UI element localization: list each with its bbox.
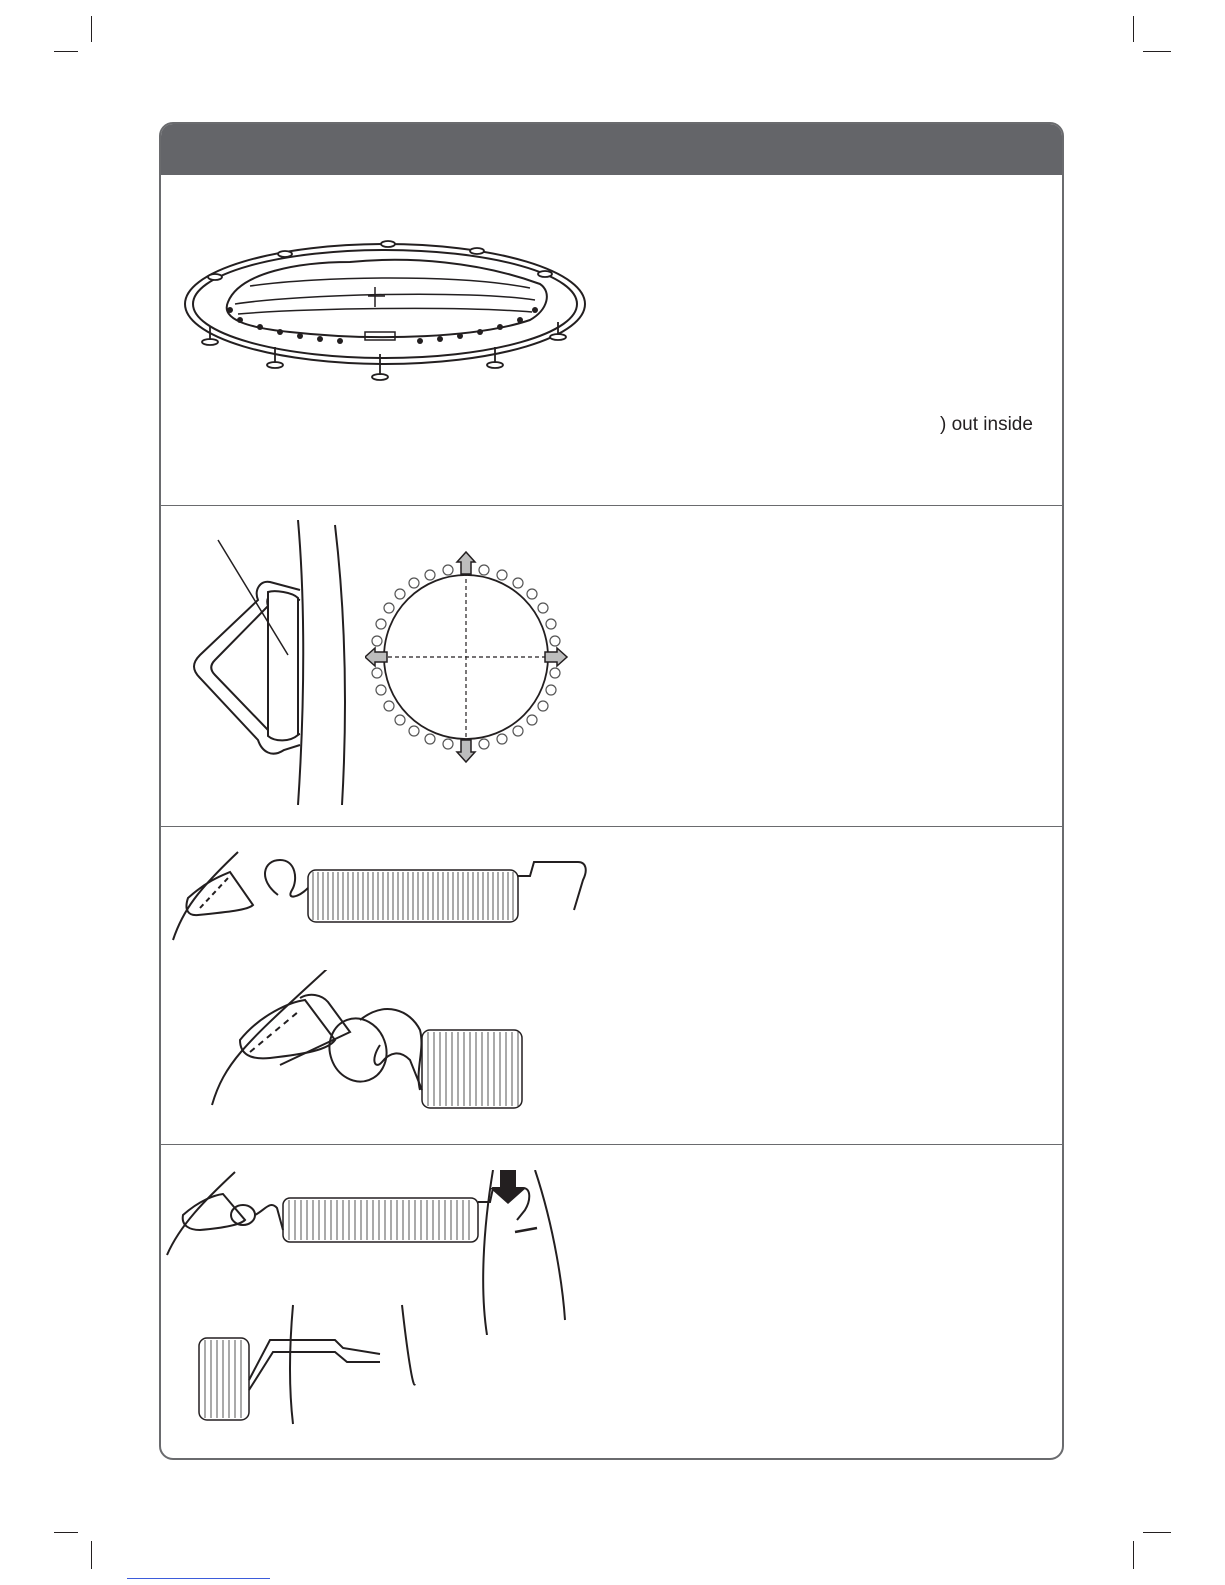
- card-header-bar: [161, 124, 1062, 175]
- footer-link-underline: [127, 1578, 270, 1579]
- spring-hooked-v-ring-illustration: [210, 970, 530, 1110]
- instruction-text-fragment: ) out inside: [940, 414, 1033, 435]
- mat-attachment-order-illustration: [365, 550, 590, 770]
- spring-beside-v-ring-illustration: [168, 850, 593, 945]
- section-divider: [161, 826, 1062, 827]
- spring-hook-seated-illustration: [195, 1300, 425, 1425]
- crop-mark: [91, 16, 92, 42]
- crop-mark: [54, 51, 78, 52]
- crop-mark: [1143, 51, 1171, 52]
- crop-mark: [91, 1541, 92, 1569]
- section-divider: [161, 505, 1062, 506]
- crop-mark: [54, 1532, 78, 1533]
- section-divider: [161, 1144, 1062, 1145]
- crop-mark: [1133, 16, 1134, 42]
- crop-mark: [1143, 1532, 1171, 1533]
- v-ring-illustration: [180, 520, 370, 805]
- crop-mark: [1133, 1541, 1134, 1569]
- trampoline-frame-illustration: [180, 232, 590, 392]
